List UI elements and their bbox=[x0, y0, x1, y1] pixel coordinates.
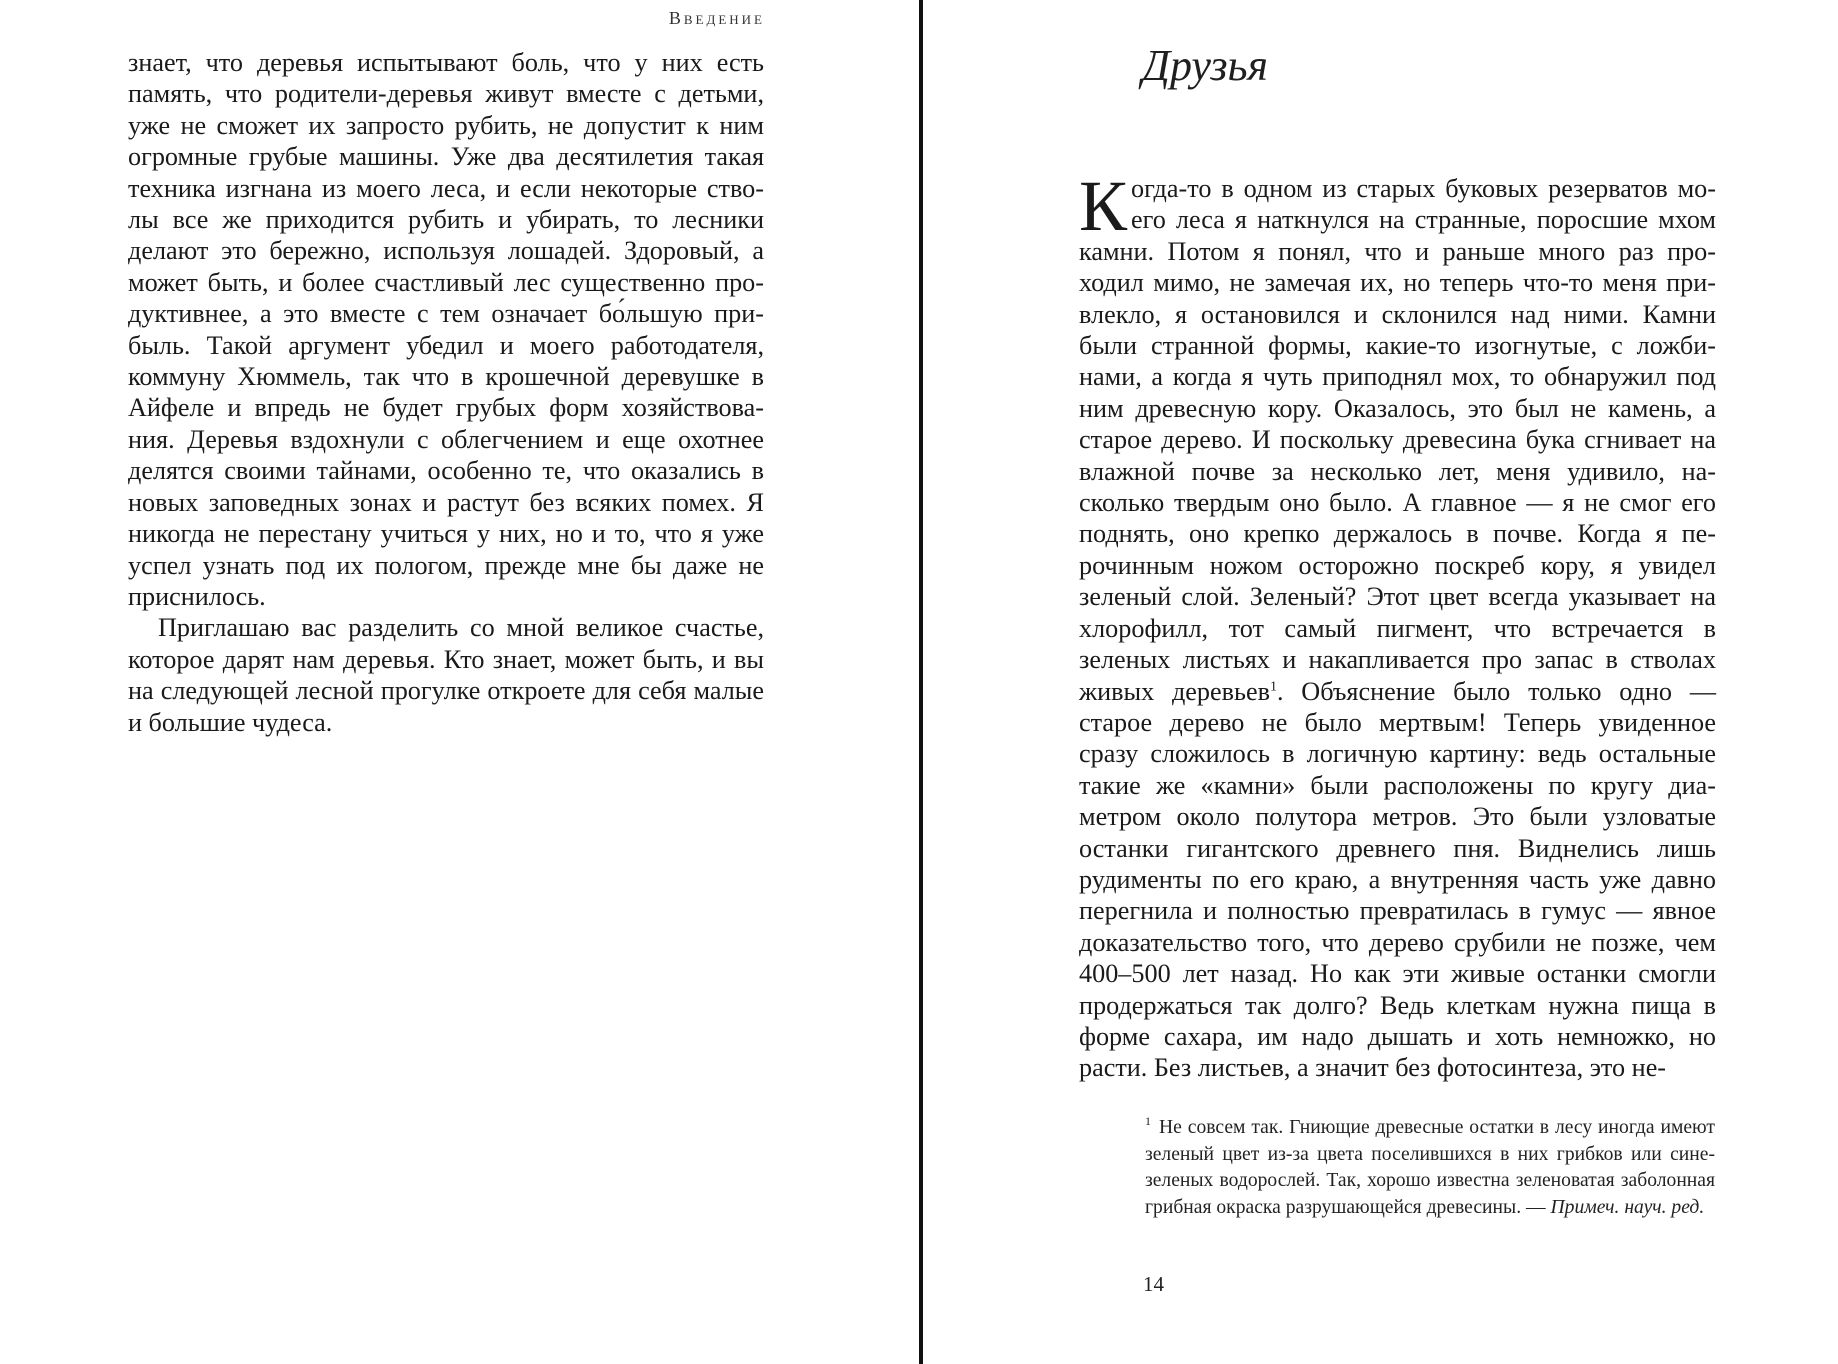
text-line: на влажной почве за несколько лет, меня удивило, на- bbox=[1079, 425, 1716, 486]
text-line: метром около полутора метров. Это были узловатые bbox=[1079, 802, 1716, 832]
text-line: уже не сможет их запросто рубить, не допустит к ним bbox=[128, 110, 764, 140]
left-paragraph-2 bbox=[128, 612, 764, 738]
text-line: зеленый слой. Зеленый? Этот цвет всегда указывает bbox=[1079, 582, 1681, 612]
text-line: уже успел узнать под их пологом, прежде мне бы даже bbox=[128, 519, 765, 580]
text-line: доказательство того, что дерево срубили не позже, чем bbox=[1079, 927, 1716, 957]
text-line: в новых заповедных зонах и растут без всяких помех. bbox=[128, 456, 765, 517]
text-line: зеленых листьях и накапливается про запас в стволах bbox=[1079, 645, 1716, 675]
footnote-text: Не совсем так. Гниющие древесные остатки в лесу иногда имеют зеленый цвет из-за цвета поселившихся в них грибков или сине-зеленых водорослей. Так, хорошо известна зеленоватая заболонная грибная окраска разрушающейся древесины. — bbox=[1145, 1117, 1715, 1218]
text-line: ния. Деревья вздохнули с облегчением и еще охотнее bbox=[128, 424, 764, 454]
text-line: Айфеле и впредь не будет грубых форм хозяйствова- bbox=[128, 393, 764, 423]
text-line: память, что родители-деревья живут вместе с детьми, bbox=[128, 79, 764, 109]
text-line: на хлорофилл, тот самый пигмент, что встречается в bbox=[1079, 582, 1716, 643]
text-line: форме сахара, им надо дышать и хоть немножко, но bbox=[1079, 1021, 1716, 1051]
drop-cap: К bbox=[1079, 166, 1128, 246]
text-line: быль. Такой аргумент убедил и моего работодателя, bbox=[128, 330, 764, 360]
text-line: не приснилось. bbox=[128, 550, 764, 611]
text-line: дуктивнее, а это вместе с тем означает бо́льшую при- bbox=[128, 299, 764, 329]
text-line: делятся своими тайнами, особенно те, что оказались bbox=[128, 456, 741, 486]
text-line-with-footnote bbox=[1079, 677, 1716, 706]
right-paragraph-1 bbox=[1079, 166, 1717, 1084]
footnote-marker: 1 bbox=[1145, 1114, 1151, 1129]
text-line: Приглашаю вас разделить со мной великое счастье, bbox=[158, 613, 764, 643]
text-line: техника изгнана из моего леса, и если некоторые ство- bbox=[128, 173, 764, 203]
text-line: сразу сложилось в логичную картину: ведь остальные bbox=[1079, 739, 1716, 769]
text-line: огромные грубые машины. Уже два десятилетия такая bbox=[128, 142, 764, 172]
text-line: знает, что деревья испытывают боль, что у них есть bbox=[128, 48, 764, 77]
footnote bbox=[1145, 1115, 1715, 1221]
text-fragment: живых деревьев bbox=[1079, 676, 1270, 706]
text-line: ходил мимо, не замечая их, но теперь что-то меня при- bbox=[1079, 268, 1716, 298]
text-line: рочинным ножом осторожно поскреб кору, я увидел bbox=[1079, 550, 1716, 580]
chapter-title: Друзья bbox=[1142, 41, 1269, 90]
text-line: перегнила и полностью превратилась в гумус — явное bbox=[1079, 896, 1716, 926]
text-line: может быть, и более счастливый лес существенно про- bbox=[128, 267, 764, 297]
text-line: поднять, оно крепко держалось в почве. Когда я пе- bbox=[1079, 519, 1716, 549]
text-line: расти. Без листьев, а значит без фотосинтеза, это не- bbox=[1079, 1053, 1667, 1083]
page-number: 14 bbox=[1143, 1272, 1164, 1296]
text-line: старое дерево не было мертвым! Теперь увиденное bbox=[1079, 707, 1716, 737]
text-line: его леса я наткнулся на странные, поросшие мхом bbox=[1131, 205, 1716, 235]
text-fragment: . Объяснение было только одно — bbox=[1276, 676, 1717, 706]
right-body-text bbox=[1079, 166, 1717, 1084]
text-line: сколько твердым оно было. А главное — я не смог его bbox=[1079, 488, 1716, 518]
left-paragraph-1 bbox=[128, 47, 764, 612]
text-line: ним древесную кору. Оказалось, это был не камень, а bbox=[1079, 393, 1716, 423]
text-line: камни. Потом я понял, что и раньше много раз про- bbox=[1079, 236, 1716, 266]
text-line: малые и большие чудеса. bbox=[128, 676, 765, 737]
left-body-text bbox=[128, 47, 764, 738]
running-head: Введение bbox=[668, 8, 765, 28]
text-line: продержаться так долго? Ведь клеткам нужна пища в bbox=[1079, 990, 1716, 1020]
text-line: нами, а когда я чуть приподнял мох, то обнаружил под bbox=[1079, 362, 1716, 392]
text-line: коммуну Хюммель, так что в крошечной деревушке в bbox=[128, 362, 764, 392]
text-line: старое дерево. И поскольку древесина бука сгнивает bbox=[1079, 425, 1682, 455]
text-line: лы все же приходится рубить и убирать, то лесники bbox=[128, 205, 764, 235]
text-line: которое дарят нам деревья. Кто знает, может быть, и bbox=[128, 644, 726, 674]
page-spine-divider bbox=[919, 0, 923, 1364]
footnote-reference[interactable]: 1 bbox=[1269, 678, 1277, 694]
text-line: 400–500 лет назад. Но как эти живые останки смогли bbox=[1079, 959, 1716, 989]
text-line: огда-то в одном из старых буковых резерватов мо- bbox=[1131, 174, 1716, 203]
text-line: вы на следующей лесной прогулке откроете для себя bbox=[128, 644, 764, 706]
text-line: Я никогда не перестану учиться у них, но и то, что я bbox=[128, 487, 765, 549]
footnote-attribution: Примеч. науч. ред. bbox=[1550, 1196, 1705, 1218]
text-line: были странной формы, какие-то изогнутые, с ложби- bbox=[1079, 331, 1716, 361]
text-line: делают это бережно, используя лошадей. Здоровый, а bbox=[128, 236, 764, 266]
text-line: рудименты по его краю, а внутренняя часть уже давно bbox=[1079, 864, 1716, 894]
text-line: такие же «камни» были расположены по кругу диа- bbox=[1079, 770, 1716, 800]
right-page bbox=[924, 0, 1838, 1364]
text-line: влекло, я остановился и склонился над ними. Камни bbox=[1079, 299, 1716, 329]
text-line: останки гигантского древнего пня. Виднелись лишь bbox=[1079, 833, 1716, 863]
